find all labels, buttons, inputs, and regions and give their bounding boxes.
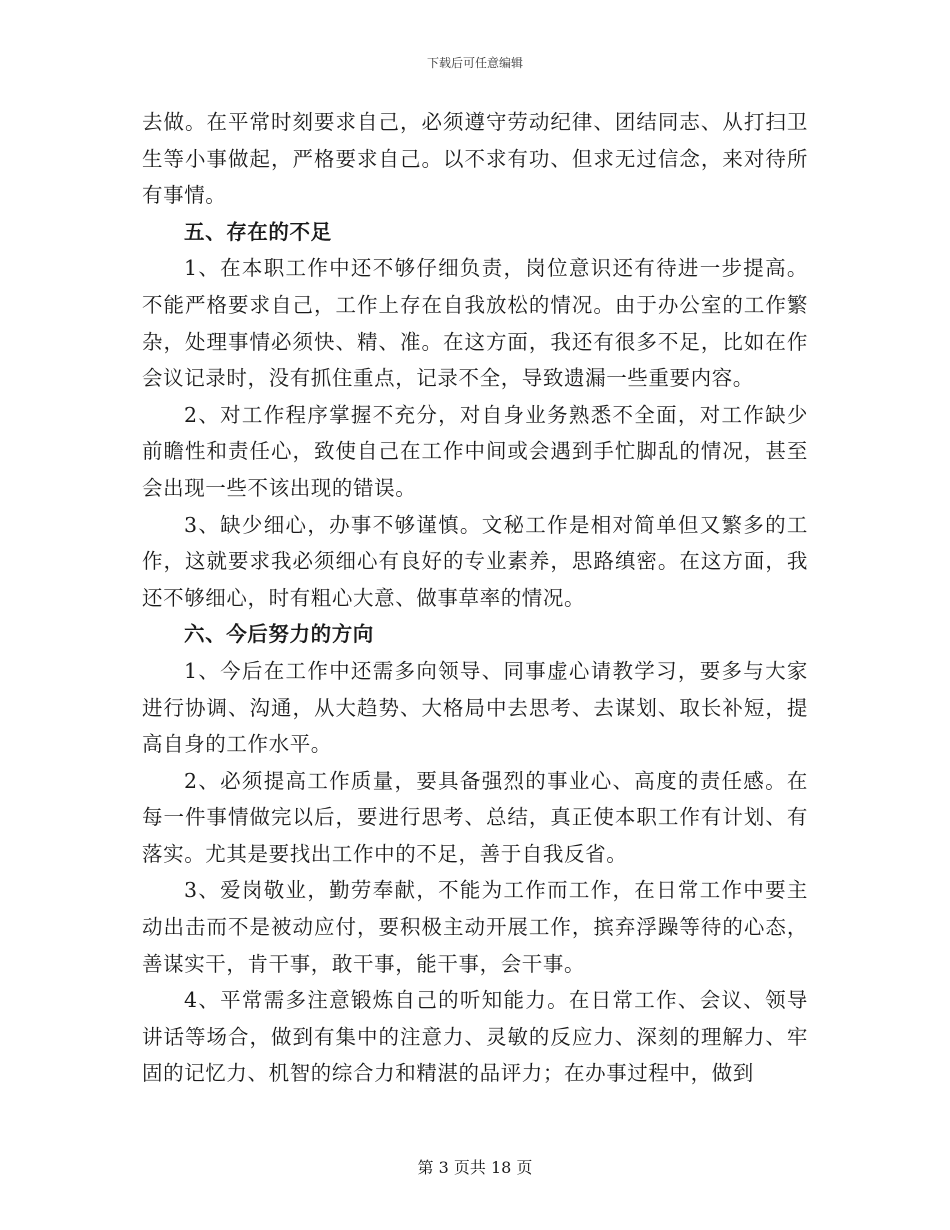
paragraph-shortcoming-1: 1、在本职工作中还不够仔细负责，岗位意识还有待进一步提高。不能严格要求自己，工作上存在自我放松的情况。由于办公室的工作繁杂，处理事情必须快、精、准。在这方面，我还有很多不足，比如在作会议记录时，没有抓住重点，记录不全，导致遗漏一些重要内容。: [142, 256, 808, 391]
paragraph-continuation: 去做。在平常时刻要求自己，必须遵守劳动纪律、团结同志、从打扫卫生等小事做起，严格要求自己。以不求有功、但求无过信念，来对待所有事情。: [142, 110, 808, 208]
page-header: 下载后可任意编辑: [426, 56, 523, 70]
section-heading-future-direction: 六、今后努力的方向: [184, 622, 374, 647]
document-body: [142, 104, 808, 1092]
paragraph-direction-2: 2、必须提高工作质量，要具备强烈的事业心、高度的责任感。在每一件事情做完以后，要进行思考、总结，真正使本职工作有计划、有落实。尤其是要找出工作中的不足，善于自我反省。: [142, 768, 808, 866]
paragraph-direction-4: 4、平常需多注意锻炼自己的听知能力。在日常工作、会议、领导讲话等场合，做到有集中的注意力、灵敏的反应力、深刻的理解力、牢固的记忆力、机智的综合力和精湛的品评力；在办事过程中，做到: [142, 988, 808, 1086]
paragraph-direction-3: 3、爱岗敬业，勤劳奉献，不能为工作而工作，在日常工作中要主动出击而不是被动应付，要积极主动开展工作，摈弃浮躁等待的心态，善谋实干，肯干事，敢干事，能干事，会干事。: [142, 878, 808, 976]
paragraph-direction-1: 1、今后在工作中还需多向领导、同事虚心请教学习，要多与大家进行协调、沟通，从大趋势、大格局中去思考、去谋划、取长补短，提高自身的工作水平。: [142, 658, 808, 757]
paragraph-shortcoming-2: 2、对工作程序掌握不充分，对自身业务熟悉不全面，对工作缺少前瞻性和责任心，致使自己在工作中间或会遇到手忙脚乱的情况，甚至会出现一些不该出现的错误。: [142, 402, 808, 500]
section-heading-shortcomings: 五、存在的不足: [184, 219, 332, 244]
paragraph-shortcoming-3: 3、缺少细心，办事不够谨慎。文秘工作是相对简单但又繁多的工作，这就要求我必须细心有良好的专业素养，思路缜密。在这方面，我还不够细心，时有粗心大意、做事草率的情况。: [142, 512, 808, 610]
page-number-footer: 第 3 页共 18 页: [417, 1158, 533, 1177]
